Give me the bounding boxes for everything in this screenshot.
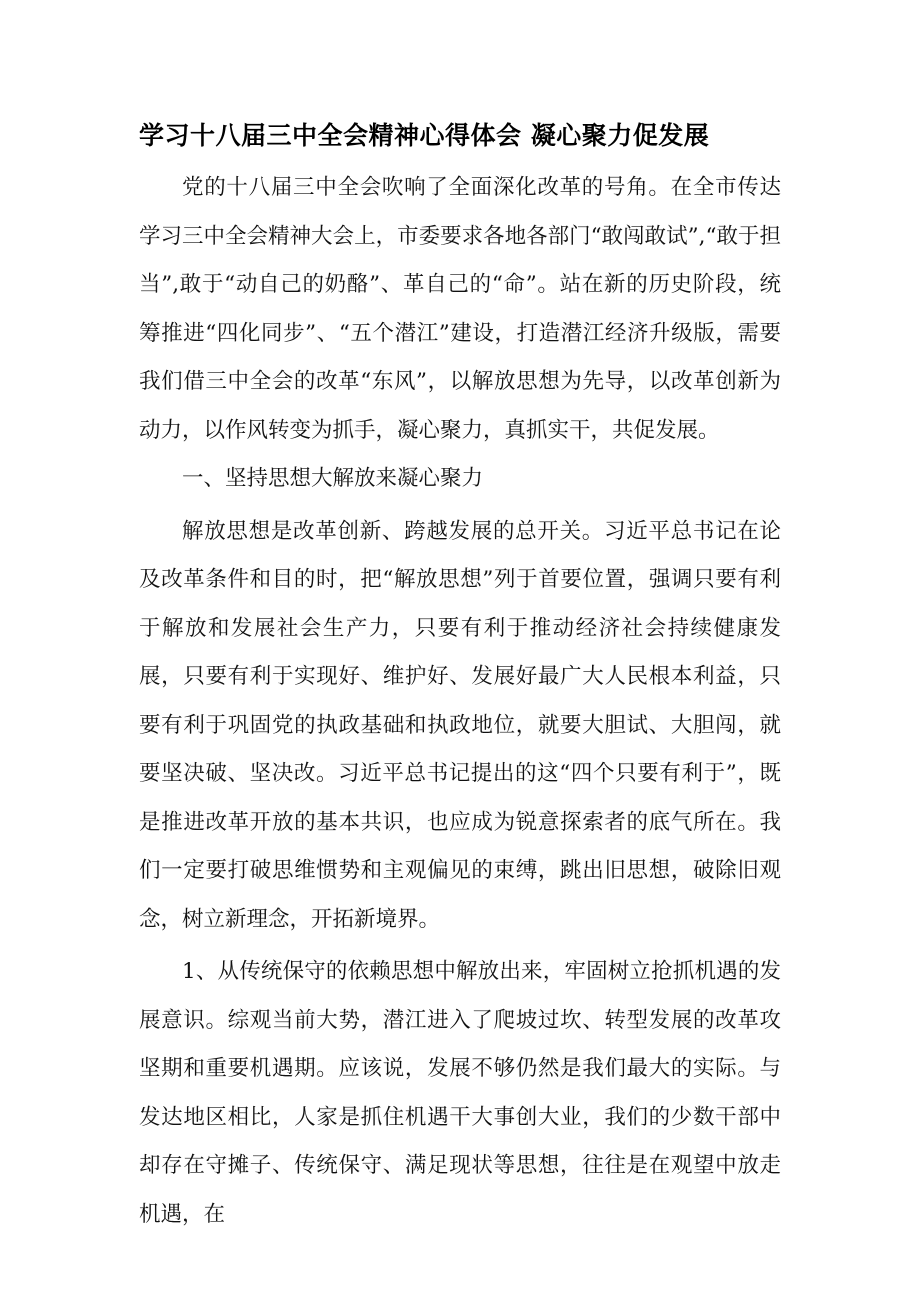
document-title: 学习十八届三中全会精神心得体会 凝心聚力促发展 (139, 121, 710, 150)
body-paragraph-1: 解放思想是改革创新、跨越发展的总开关。习近平总书记在论及改革条件和目的时，把“解放思想”列于首要位置，强调只要有利于解放和发展社会生产力，只要有利于推动经济社会持续健康发展，只要有利于实现好、维护好、发展好最广大人民根本利益，只要有利于巩固党的执政基础和执政地位，就要大胆试、大胆闯，就要坚决破、坚决改。习近平总书记提出的这“四个只要有利于”，既是推进改革开放的基本共识，也应成为锐意探索者的底气所在。我们一定要打破思维惯势和主观偏见的束缚，跳出旧思想，破除旧观念，树立新理念，开拓新境界。 (139, 518, 781, 932)
body-paragraph-2: 1、从传统保守的依赖思想中解放出来，牢固树立抢抓机遇的发展意识。综观当前大势，潜江进入了爬坡过坎、转型发展的改革攻坚期和重要机遇期。应该说，发展不够仍然是我们最大的实际。与发达地区相比，人家是抓住机遇干大事创大业，我们的少数干部中却存在守摊子、传统保守、满足现状等思想，往往是在观望中放走机遇，在 (139, 959, 781, 1227)
document-page (139, 114, 781, 1239)
intro-paragraph: 党的十八届三中全会吹响了全面深化改革的号角。在全市传达学习三中全会精神大会上，市委要求各地各部门“敢闯敢试”,“敢于担当”,敢于“动自己的奶酪”、革自己的“命”。站在新的历史阶段，统筹推进“四化同步”、“五个潜江”建设，打造潜江经济升级版，需要我们借三中全会的改革“东风”，以解放思想为先导，以改革创新为动力，以作风转变为抓手，凝心聚力，真抓实干，共促发展。 (139, 175, 781, 443)
section-heading-1: 一、坚持思想大解放来凝心聚力 (182, 466, 484, 491)
